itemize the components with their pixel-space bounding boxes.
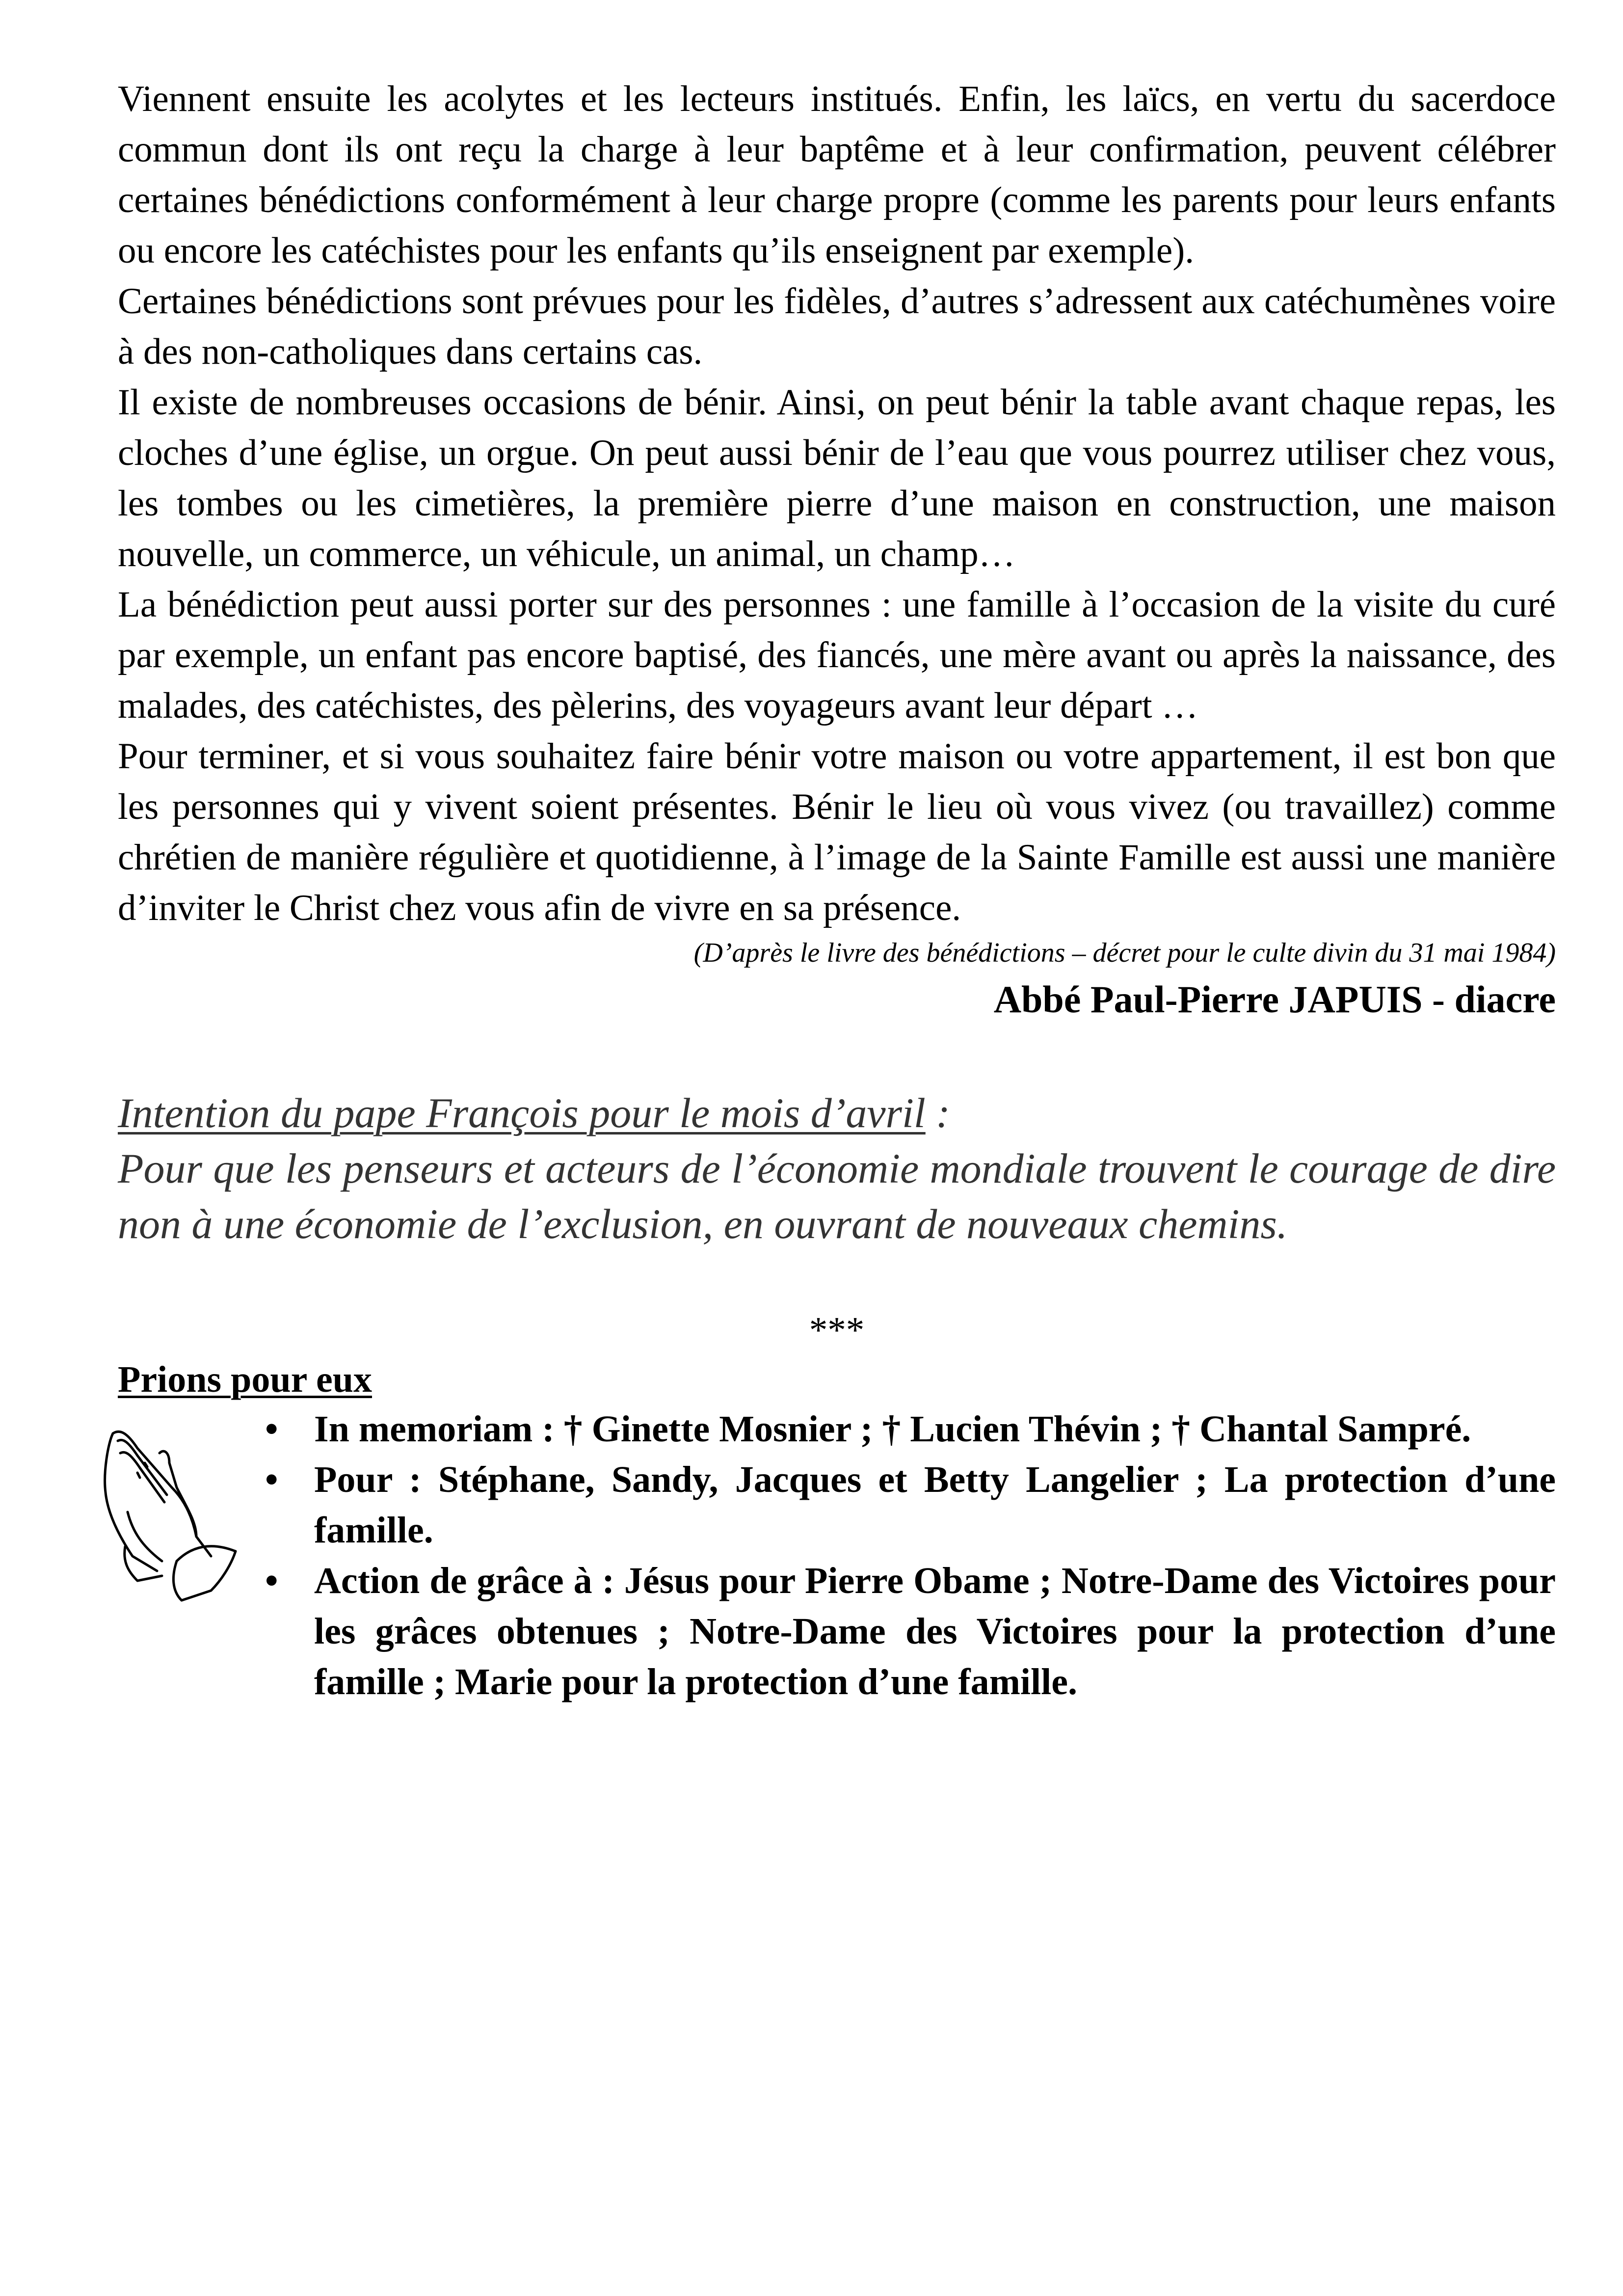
bullet-icon: • xyxy=(265,1408,278,1450)
source-citation: (D’après le livre des bénédictions – décret pour le culte divin du 31 mai 1984) xyxy=(693,938,1556,968)
prayer-item-text: Action de grâce à : Jésus pour Pierre Obame ; Notre-Dame des Victoires pour les grâces obtenues ; Notre-Dame des Victoires pour la protection d’une famille ; Marie pour la protection d’une famille. xyxy=(314,1560,1556,1702)
benedictions-article xyxy=(118,74,1556,933)
bullet-icon: • xyxy=(265,1459,278,1500)
prayer-item-action-de-grace xyxy=(265,1556,1556,1707)
intention-title: Intention du pape François pour le mois d’avril xyxy=(118,1089,926,1136)
intention-text: Pour que les penseurs et acteurs de l’économie mondiale trouvent le courage de dire non à une économie de l’exclusion, en ouvrant de nouveaux chemins. xyxy=(118,1145,1556,1247)
praying-hands-icon xyxy=(98,1414,245,1610)
prions-title: Prions pour eux xyxy=(118,1359,372,1400)
pope-intention xyxy=(118,1085,1556,1252)
intention-title-suffix: : xyxy=(925,1089,950,1136)
paragraph: Certaines bénédictions sont prévues pour les fidèles, d’autres s’adressent aux catéchumènes voire à des non-catholiques dans certains cas. xyxy=(118,281,1556,372)
prayer-item-text: Pour : Stéphane, Sandy, Jacques et Betty Langelier ; La protection d’une famille. xyxy=(314,1459,1556,1551)
paragraph: Pour terminer, et si vous souhaitez faire bénir votre maison ou votre appartement, il est bon que les personnes qui y vivent soient présentes. Bénir le lieu où vous vivez (ou travaillez) comme chrétien de manière régulière et quotidienne, à l’image de la Sainte Famille est aussi une manière d’inviter le Christ chez vous afin de vivre en sa présence. xyxy=(118,736,1556,928)
bullet-icon: • xyxy=(265,1560,278,1601)
paragraph: La bénédiction peut aussi porter sur des personnes : une famille à l’occasion de la visite du curé par exemple, un enfant pas encore baptisé, des fiancés, une mère avant ou après la naissance, des malades, des catéchistes, des pèlerins, des voyageurs avant leur départ … xyxy=(118,584,1556,726)
author-signature: Abbé Paul-Pierre JAPUIS - diacre xyxy=(993,978,1556,1021)
prayer-section xyxy=(118,1404,1556,1707)
document-page xyxy=(118,74,1556,1707)
prayer-list xyxy=(118,1404,1556,1707)
prayer-item-pour xyxy=(265,1455,1556,1556)
section-separator: *** xyxy=(809,1310,865,1351)
paragraph: Viennent ensuite les acolytes et les lecteurs institués. Enfin, les laïcs, en vertu du sacerdoce commun dont ils ont reçu la charge à leur baptême et à leur confirmation, peuvent célébrer certaines bénédictions conformément à leur charge propre (comme les parents pour leurs enfants ou encore les catéchistes pour les enfants qu’ils enseignent par exemple). xyxy=(118,79,1556,271)
prayer-item-text: In memoriam : † Ginette Mosnier ; † Lucien Thévin ; † Chantal Sampré. xyxy=(314,1408,1471,1450)
paragraph: Il existe de nombreuses occasions de bénir. Ainsi, on peut bénir la table avant chaque repas, les cloches d’une église, un orgue. On peut aussi bénir de l’eau que vous pourrez utiliser chez vous, les tombes ou les cimetières, la première pierre d’une maison en construction, une maison nouvelle, un commerce, un véhicule, un animal, un champ… xyxy=(118,382,1556,574)
prayer-item-in-memoriam xyxy=(265,1404,1556,1455)
